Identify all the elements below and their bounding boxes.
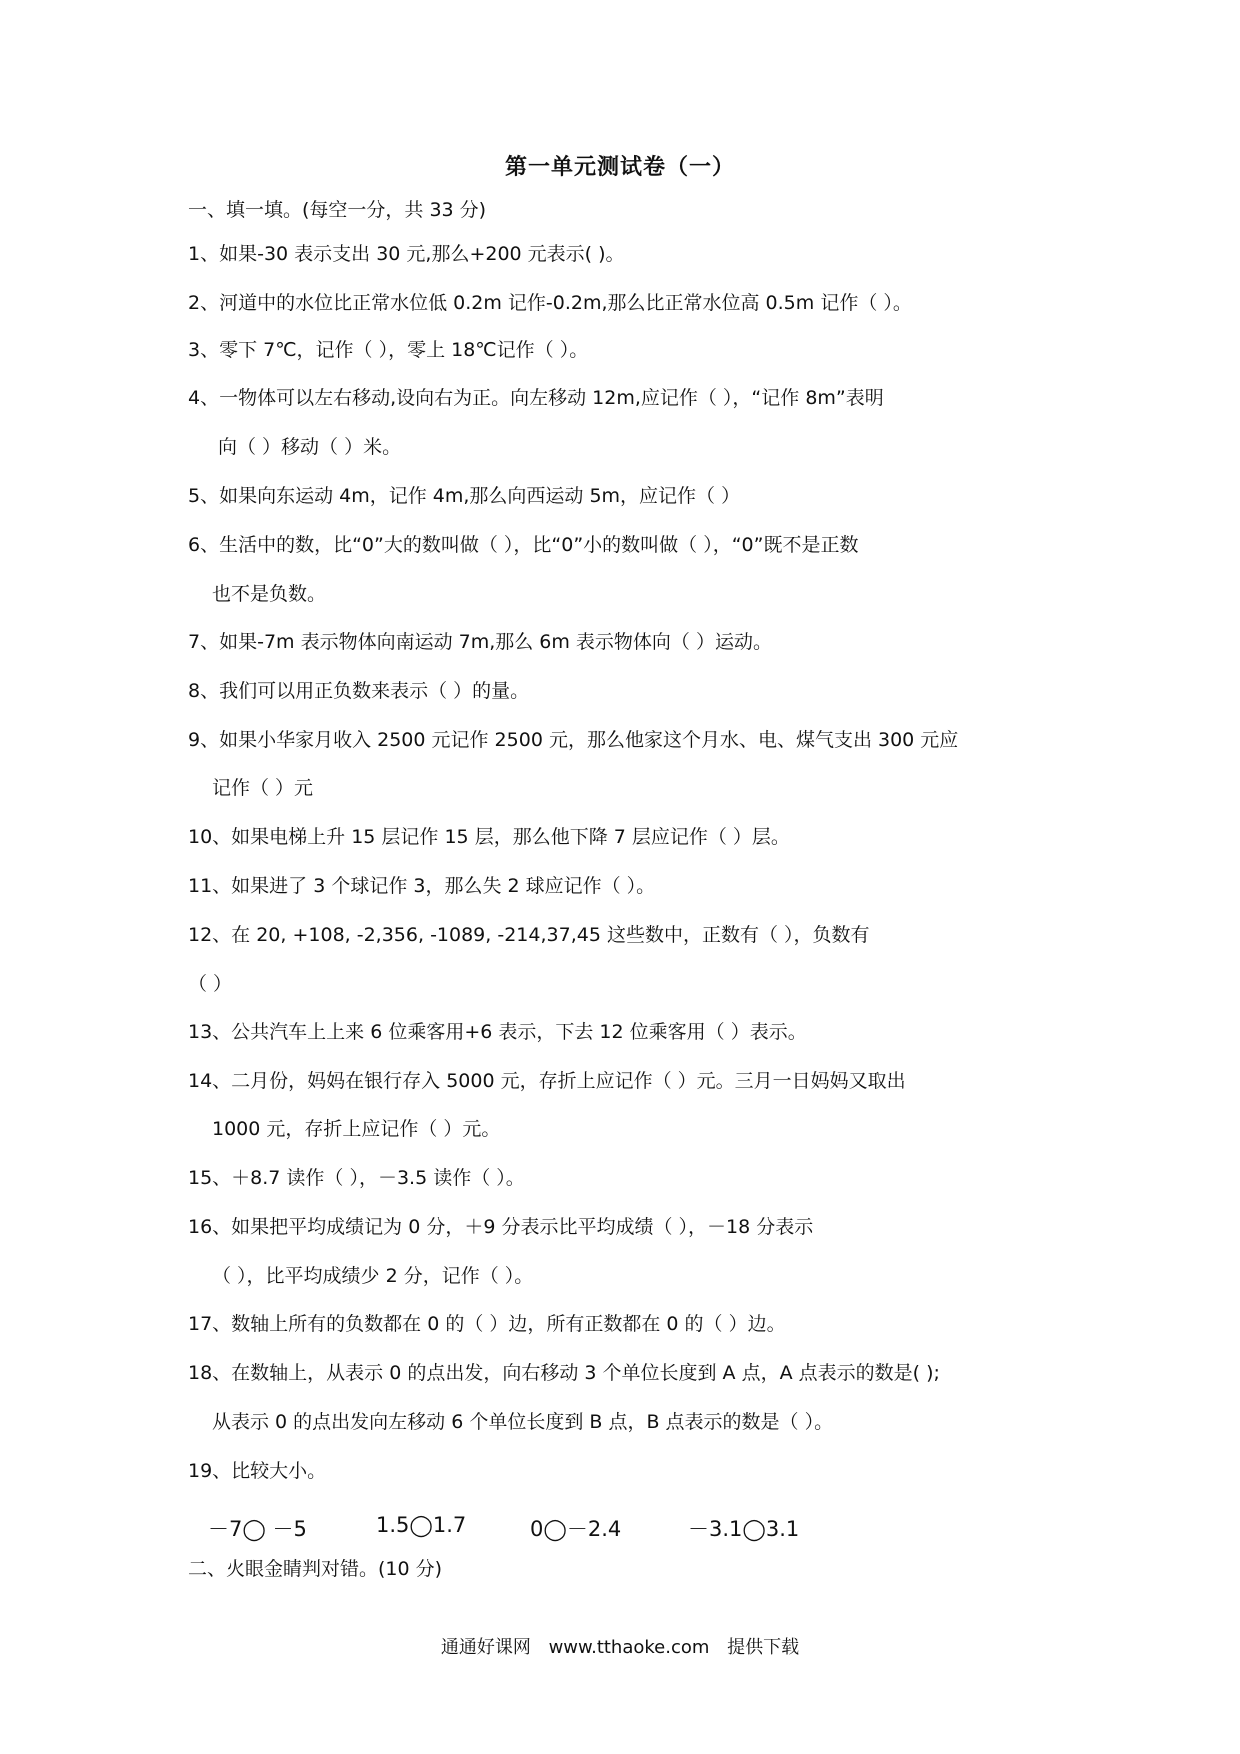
question-line: （ ） [188, 973, 233, 995]
page-title: 第一单元测试卷（一） [504, 155, 735, 180]
question-line: 11、如果进了 3 个球记作 3，那么失 2 球应记作（ ）。 [188, 875, 656, 897]
section-heading: 一、填一填。(每空一分，共 33 分) [188, 199, 487, 221]
question-line: 15、＋8.7 读作（ ），－3.5 读作（ ）。 [188, 1167, 525, 1189]
question-line: 13、公共汽车上上来 6 位乘客用+6 表示，下去 12 位乘客用（ ）表示。 [188, 1021, 807, 1043]
comparison-item: －7◯ －5 [208, 1517, 307, 1541]
question-line: 向（ ）移动（ ）米。 [218, 436, 402, 458]
question-line: 也不是负数。 [212, 583, 327, 605]
question-line: 17、数轴上所有的负数都在 0 的（ ）边，所有正数都在 0 的（ ）边。 [188, 1313, 786, 1335]
question-line: 5、如果向东运动 4m，记作 4m,那么向西运动 5m，应记作（ ） [188, 485, 741, 507]
footer-suffix: 提供下载 [727, 1637, 800, 1658]
question-line: 记作（ ）元 [212, 777, 314, 799]
question-line: 从表示 0 的点出发向左移动 6 个单位长度到 B 点，B 点表示的数是（ ）。 [212, 1411, 834, 1433]
question-line: 12、在 20, +108, -2,356, -1089, -214,37,45 这些数中，正数有（ ），负数有 [188, 924, 870, 946]
footer-url[interactable]: www.tthaoke.com [548, 1637, 710, 1658]
comparison-item: －3.1◯3.1 [688, 1517, 800, 1541]
question-line: 1000 元，存折上应记作（ ）元。 [212, 1118, 501, 1140]
question-line: 1、如果-30 表示支出 30 元,那么+200 元表示( )。 [188, 243, 625, 265]
question-line: 6、生活中的数，比“0”大的数叫做（ ），比“0”小的数叫做（ ），“0”既不是正数 [188, 534, 859, 556]
question-line: 16、如果把平均成绩记为 0 分，＋9 分表示比平均成绩（ ），－18 分表示 [188, 1216, 814, 1238]
question-line: 2、河道中的水位比正常水位低 0.2m 记作-0.2m,那么比正常水位高 0.5m 记作（ ）。 [188, 292, 912, 314]
page-footer [0, 1633, 1240, 1659]
footer-site: 通通好课网 [440, 1637, 531, 1658]
question-line: 10、如果电梯上升 15 层记作 15 层，那么他下降 7 层应记作（ ）层。 [188, 826, 790, 848]
question-line: 8、我们可以用正负数来表示（ ）的量。 [188, 680, 530, 702]
question-line: 18、在数轴上，从表示 0 的点出发，向右移动 3 个单位长度到 A 点，A 点表示的数是( ); [188, 1362, 940, 1384]
question-line: 19、比较大小。 [188, 1460, 327, 1482]
comparison-item: 0◯－2.4 [530, 1517, 622, 1541]
comparison-item: 1.5◯1.7 [376, 1513, 467, 1537]
question-line: 7、如果-7m 表示物体向南运动 7m,那么 6m 表示物体向（ ）运动。 [188, 631, 772, 653]
question-line: 4、一物体可以左右移动,设向右为正。向左移动 12m,应记作（ ），“记作 8m”表明 [188, 387, 884, 409]
question-line: 9、如果小华家月收入 2500 元记作 2500 元，那么他家这个月水、电、煤气支出 300 元应 [188, 729, 959, 751]
question-line: 14、二月份，妈妈在银行存入 5000 元，存折上应记作（ ）元。三月一日妈妈又取出 [188, 1070, 906, 1092]
question-line: 3、零下 7℃，记作（ ），零上 18℃记作（ ）。 [188, 339, 589, 361]
question-line: （ ），比平均成绩少 2 分，记作（ ）。 [212, 1265, 534, 1287]
section-heading: 二、火眼金睛判对错。(10 分) [188, 1558, 443, 1580]
